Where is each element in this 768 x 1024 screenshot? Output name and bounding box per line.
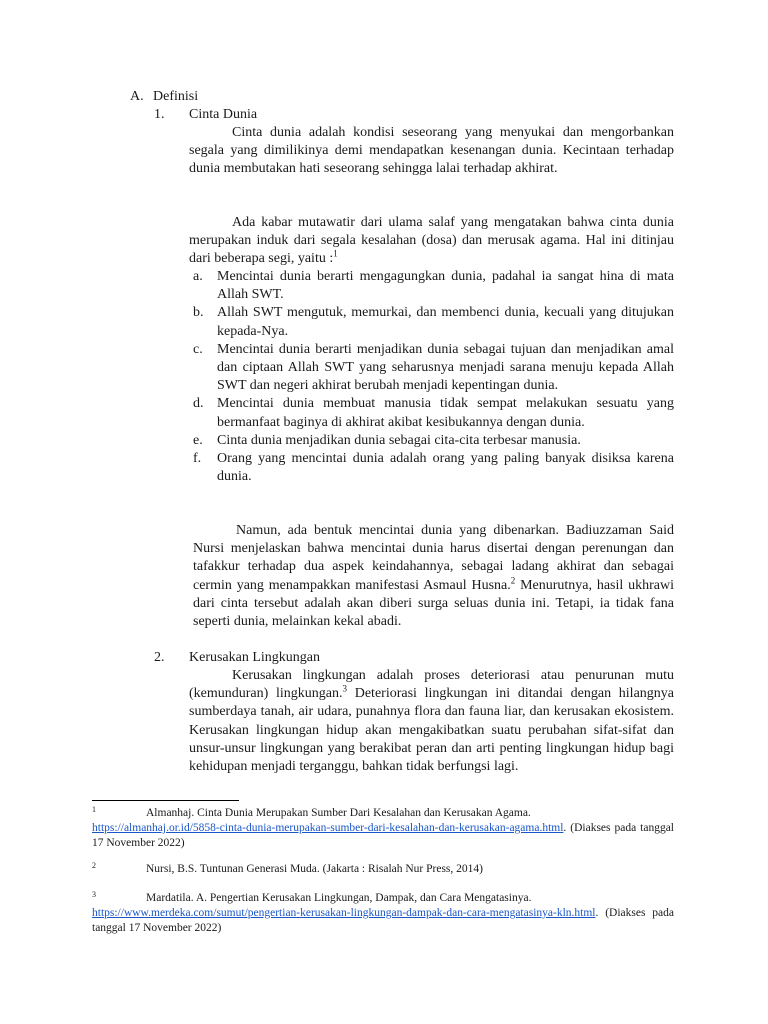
footnote-1-link[interactable]: https://almanhaj.or.id/5858-cinta-dunia-merupakan-sumber-dari-kesalahan-dan-kerusakan-agama.html <box>92 822 564 834</box>
subsection-1-title: Cinta Dunia <box>189 107 258 122</box>
section-title: Definisi <box>153 89 199 104</box>
list-marker: a. <box>193 269 203 284</box>
section-heading <box>130 88 198 106</box>
paragraph-kerusakan-continued: Deteriorasi lingkungan ini ditandai dengan hilangnya sumberdaya tanah, air udara, punahnya flora dan fauna liar, dan kerusakan ekosistem. Kerusakan lingkungan hidup akan mengakibatkan suatu perubahan sifat-sifat dan unsur-unsur lingkungan yang berakibat peran dan arti penting lingkungan hidup bagi kehidupan menjadi terganggu, bahkan tidak berfungsi lagi. <box>189 686 674 775</box>
list-item <box>193 341 674 396</box>
list-item-text: Mencintai dunia membuat manusia tidak sempat melakukan sesuatu yang bermanfaat baginya di akhirat akibat kesibukannya dengan dunia. <box>217 396 674 430</box>
paragraph-cinta-dunia-2-text: Ada kabar mutawatir dari ulama salaf yang mengatakan bahwa cinta dunia merupakan induk dari segala kesalahan (dosa) dan merusak agama. Hal ini ditinjau dari beberapa segi, yaitu : <box>189 215 674 267</box>
list-item-text: Allah SWT mengutuk, memurkai, dan membenci dunia, kecuali yang ditujukan kepada-Nya. <box>217 305 674 339</box>
list-item-text: Mencintai dunia berarti mengagungkan dunia, padahal ia sangat hina di mata Allah SWT. <box>217 269 674 303</box>
subsection-1-heading <box>154 106 257 124</box>
list-marker: e. <box>193 432 203 448</box>
footnote-1-text: Almanhaj. Cinta Dunia Merupakan Sumber Dari Kesalahan dan Kerusakan Agama. <box>146 807 531 819</box>
footnote-1-accessed: . (Diakses pada tanggal 17 November 2022) <box>92 822 674 849</box>
list-item <box>193 304 674 340</box>
paragraph-cinta-dunia-2 <box>189 214 674 269</box>
subsection-1-number: 1. <box>154 107 165 122</box>
footnote-2-text: Nursi, B.S. Tuntunan Generasi Muda. (Jakarta : Risalah Nur Press, 2014) <box>146 863 483 875</box>
list-item <box>193 450 674 486</box>
footnote-number: 1 <box>92 805 96 814</box>
list-item <box>193 268 674 304</box>
subsection-2-number: 2. <box>154 650 165 665</box>
footnote-ref-3[interactable]: 3 <box>342 683 348 694</box>
section-label: A. <box>130 89 144 104</box>
list-marker: b. <box>193 305 204 321</box>
list-item-text: Mencintai dunia berarti menjadikan dunia sebagai tujuan dan menjadikan amal dan ciptaan Allah SWT yang seharusnya menjadi sarana menuju kepada Allah SWT dan negeri akhirat berubah menjadi kepentingan dunia. <box>217 341 674 394</box>
footnote-ref-1[interactable]: 1 <box>333 248 338 259</box>
footnote-number: 3 <box>92 890 96 899</box>
paragraph-cinta-dunia-3-continued: Menurutnya, hasil ukhrawi dari cinta tersebut adalah akan diberi surga seluas dunia ini. Tetapi, ia tidak fana seperti dunia, melainkan kekal abadi. <box>193 577 674 630</box>
paragraph-cinta-dunia-3 <box>193 522 674 631</box>
footnote-number: 2 <box>92 861 96 870</box>
footnote-3-accessed: . (Diakses pada tanggal 17 November 2022) <box>92 907 674 934</box>
subsection-2-heading <box>154 649 320 667</box>
paragraph-kerusakan-text: Kerusakan lingkungan adalah proses deteriorasi atau penurunan mutu (kemunduran) lingkungan. <box>189 668 674 702</box>
list-marker: f. <box>193 451 202 467</box>
reasons-list <box>193 268 674 486</box>
footnote-3-text: Mardatila. A. Pengertian Kerusakan Lingkungan, Dampak, dan Cara Mengatasinya. <box>146 892 532 904</box>
footnote-3-link[interactable]: https://www.merdeka.com/sumut/pengertian-kerusakan-lingkungan-dampak-dan-cara-mengatasinya-kln.html <box>92 907 596 919</box>
paragraph-kerusakan-lingkungan <box>189 667 674 776</box>
footnote-2 <box>92 862 674 877</box>
subsection-2-title: Kerusakan Lingkungan <box>189 650 321 665</box>
paragraph-cinta-dunia-1: Cinta dunia adalah kondisi seseorang yang menyukai dan mengorbankan segala yang dimilikinya demi mendapatkan kesenangan dunia. Kecintaan terhadap dunia membutakan hati seseorang sehingga lalai terhadap akhirat. <box>189 125 674 177</box>
list-marker: c. <box>193 341 203 357</box>
list-item <box>193 395 674 431</box>
list-item <box>193 432 674 450</box>
footnote-ref-2[interactable]: 2 <box>510 574 516 585</box>
list-item-text: Cinta dunia menjadikan dunia sebagai cita-cita terbesar manusia. <box>217 432 581 448</box>
list-item-text: Orang yang mencintai dunia adalah orang yang paling banyak disiksa karena dunia. <box>217 451 674 485</box>
footnote-separator <box>92 800 239 801</box>
paragraph-cinta-dunia-3-text: Namun, ada bentuk mencintai dunia yang dibenarkan. Badiuzzaman Said Nursi menjelaskan bahwa mencintai dunia harus disertai dengan perenungan dan tafakkur terhadap dua aspek keindahannya, sebagai ladang akhirat dan sebagai cermin yang menampakkan manifestasi Asmaul Husna. <box>193 523 674 593</box>
list-marker: d. <box>193 396 204 412</box>
footnote-1 <box>92 806 674 851</box>
footnote-3 <box>92 891 674 936</box>
